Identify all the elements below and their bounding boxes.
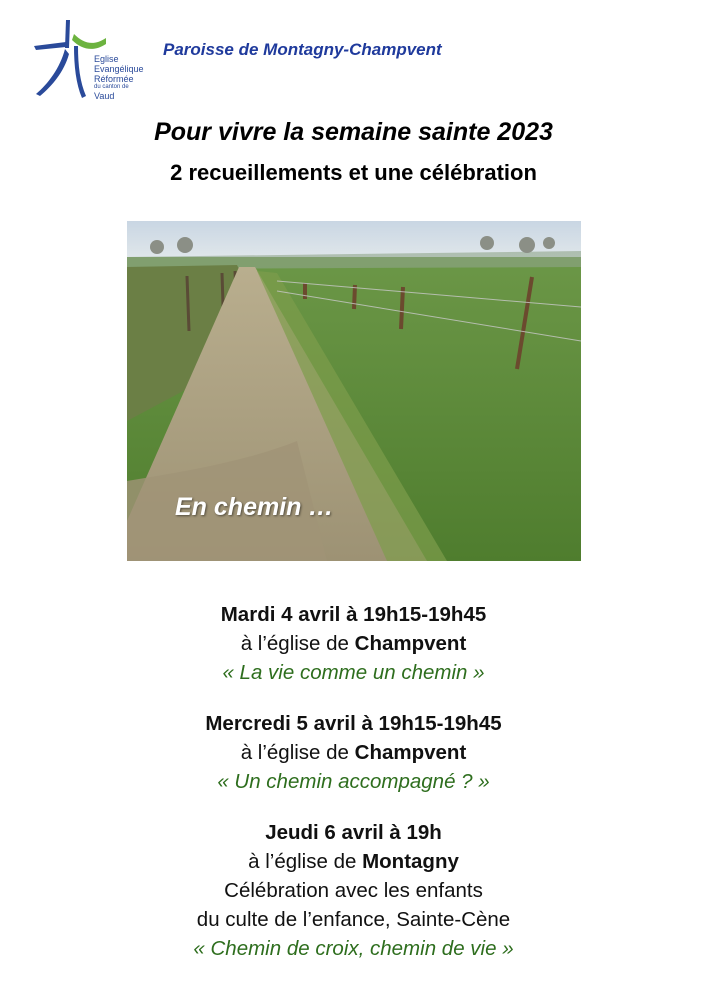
photo-caption: En chemin …: [175, 493, 334, 521]
event-place: [0, 738, 707, 767]
church-logo: [32, 18, 152, 110]
logo-line: Vaud: [94, 91, 115, 101]
event-place-prefix: à l’église de: [248, 850, 363, 873]
event-place-prefix: à l’église de: [240, 741, 355, 764]
event-place-name: Champvent: [354, 741, 467, 764]
event-heading: Jeudi 6 avril à 19h: [265, 821, 442, 844]
event-place-prefix: à l’église de: [240, 632, 355, 655]
logo-line: du canton de: [94, 84, 129, 90]
logo-line: Réformée: [94, 74, 134, 84]
event-theme: « Chemin de croix, chemin de vie »: [193, 937, 514, 960]
logo-text: [94, 54, 144, 101]
landscape-photo: [127, 221, 581, 561]
event-heading: Mardi 4 avril à 19h15-19h45: [220, 603, 487, 626]
event-theme: « Un chemin accompagné ? »: [217, 770, 490, 793]
page-title: Pour vivre la semaine sainte 2023: [154, 118, 553, 146]
event-place-name: Champvent: [354, 632, 467, 655]
page-subtitle: 2 recueillements et une célébration: [170, 160, 537, 185]
event-heading: Mercredi 5 avril à 19h15-19h45: [205, 712, 502, 735]
event-place: [0, 629, 707, 658]
event-item: [0, 818, 707, 963]
event-theme: « La vie comme un chemin »: [222, 661, 485, 684]
event-item: [0, 600, 707, 687]
events-list: [0, 600, 707, 985]
event-item: [0, 709, 707, 796]
logo-line: Evangélique: [94, 64, 144, 74]
event-detail: Célébration avec les enfants: [224, 879, 483, 902]
logo-line: Eglise: [94, 54, 119, 64]
event-detail: du culte de l’enfance, Sainte-Cène: [196, 908, 511, 931]
event-place: [0, 847, 707, 876]
event-place-name: Montagny: [362, 850, 459, 873]
parish-name: Paroisse de Montagny-Champvent: [163, 40, 442, 59]
